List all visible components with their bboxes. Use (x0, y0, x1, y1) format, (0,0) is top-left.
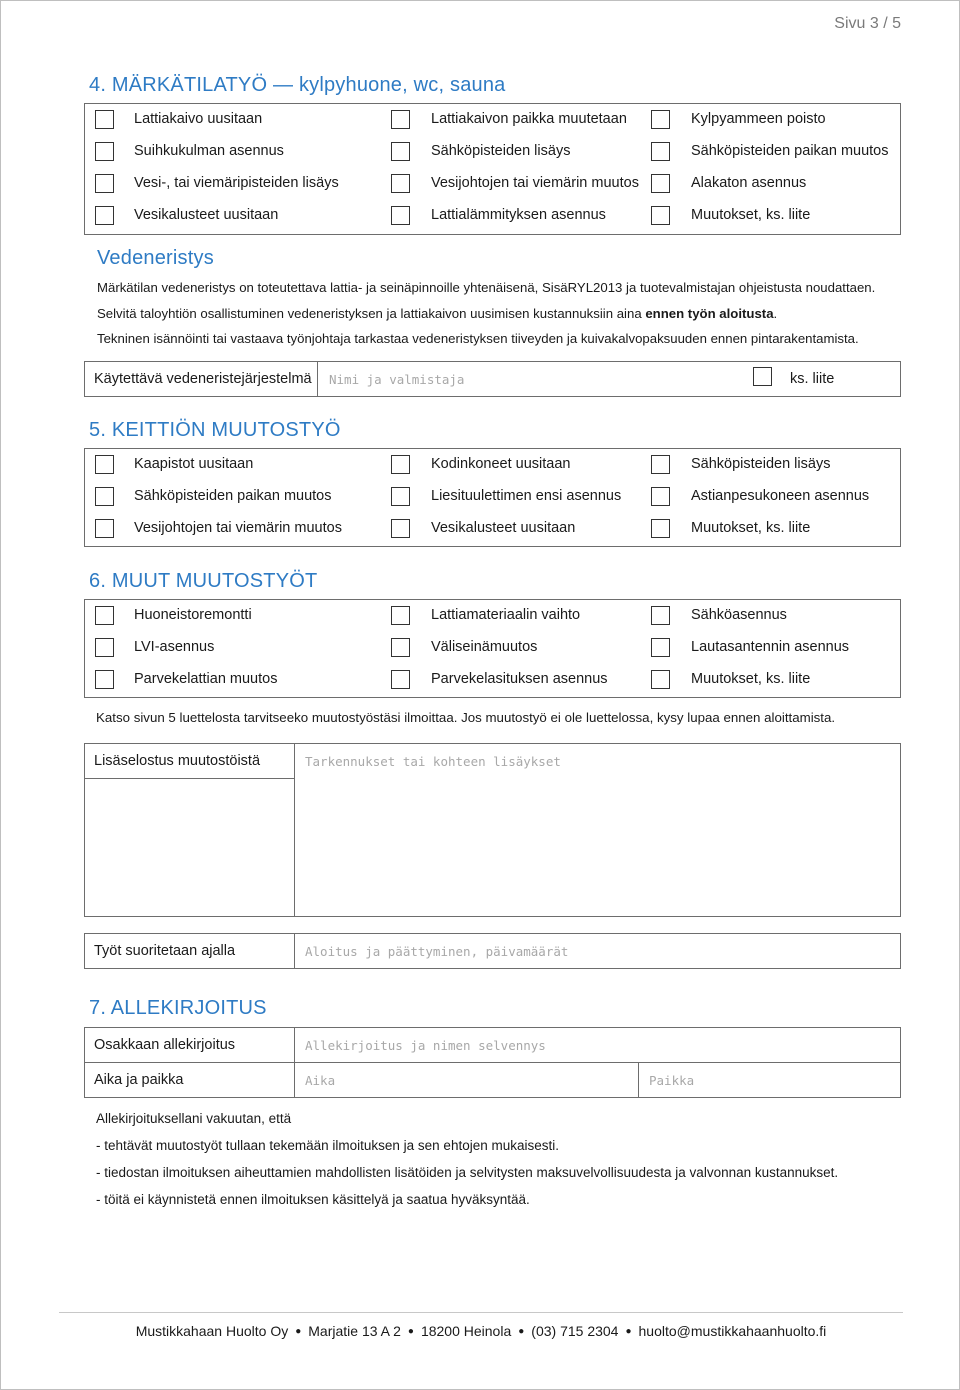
signature-fields (84, 1027, 901, 1098)
bullet-icon: ● (625, 1326, 632, 1337)
bullet-icon: ● (518, 1326, 525, 1337)
footer-email[interactable]: huolto@mustikkahaanhuolto.fi (638, 1323, 827, 1339)
checkbox[interactable] (651, 487, 670, 506)
section-4-checkbox-grid (84, 103, 901, 235)
checkbox[interactable] (391, 638, 410, 657)
field-label: Lisäselostus muutostöistä (94, 753, 261, 769)
checkbox[interactable] (651, 455, 670, 474)
checkbox-label: Sähköpisteiden paikan muutos (691, 143, 889, 159)
footer (1, 1323, 960, 1339)
checkbox-label: Väliseinämuutos (431, 639, 538, 655)
checkbox[interactable] (391, 142, 410, 161)
divider (294, 744, 295, 916)
checkbox[interactable] (391, 606, 410, 625)
field-label: Aika ja paikka (94, 1072, 184, 1088)
footer-company: Mustikkahaan Huolto Oy (135, 1323, 289, 1339)
schedule-field (84, 933, 901, 969)
footer-address: Marjatie 13 A 2 (308, 1323, 401, 1339)
field-label: Käytettävä vedeneristejärjestelmä (94, 371, 312, 387)
checkbox-label: Sähköasennus (691, 607, 787, 623)
affirmation-item: - tiedostan ilmoituksen aiheuttamien mahdollisten lisätöiden ja selvitysten maksuvelvollisuudesta ja valvonnan kustannukset. (96, 1165, 839, 1180)
checkbox-row (85, 515, 900, 547)
checkbox[interactable] (95, 206, 114, 225)
checkbox[interactable] (95, 638, 114, 657)
checkbox-label: Lautasantennin asennus (691, 639, 850, 655)
checkbox-label: Alakaton asennus (691, 175, 807, 191)
checkbox-row (85, 483, 900, 515)
affirmation-title: Allekirjoituksellani vakuutan, että (96, 1111, 292, 1126)
checkbox[interactable] (95, 487, 114, 506)
checkbox[interactable] (95, 670, 114, 689)
checkbox[interactable] (95, 455, 114, 474)
section-6-title: 6. MUUT MUUTOSTYÖT (89, 570, 318, 592)
checkbox-label: Sähköpisteiden lisäys (691, 456, 831, 472)
place-input[interactable]: Paikka (649, 1073, 695, 1088)
checkbox-label: Vesikalusteet uusitaan (134, 207, 279, 223)
checkbox[interactable] (651, 142, 670, 161)
checkbox-row (85, 634, 900, 666)
checkbox-row (85, 602, 900, 634)
checkbox[interactable] (391, 670, 410, 689)
attachment-checkbox[interactable] (753, 367, 772, 386)
divider (638, 1062, 639, 1097)
checkbox[interactable] (651, 606, 670, 625)
checkbox-label: Lattialämmityksen asennus (431, 207, 606, 223)
section-4-title: 4. MÄRKÄTILATYÖ — kylpyhuone, wc, sauna (89, 74, 506, 96)
attachment-label: ks. liite (790, 371, 835, 387)
checkbox-label: Sähköpisteiden lisäys (431, 143, 571, 159)
checkbox[interactable] (651, 206, 670, 225)
checkbox-row (85, 666, 900, 698)
vedeneristys-title: Vedeneristys (97, 247, 214, 269)
section-6-note: Katso sivun 5 luettelosta tarvitseeko muutostyöstäsi ilmoittaa. Jos muutostyö ei ole luettelossa, kysy lupaa ennen aloittamista. (96, 710, 836, 725)
schedule-input[interactable]: Aloitus ja päättyminen, päivamäärät (305, 944, 569, 959)
checkbox-row (85, 451, 900, 483)
checkbox[interactable] (95, 174, 114, 193)
checkbox[interactable] (651, 110, 670, 129)
footer-divider (59, 1312, 903, 1313)
checkbox-label: Sähköpisteiden paikan muutos (134, 488, 332, 504)
checkbox[interactable] (391, 174, 410, 193)
checkbox[interactable] (391, 110, 410, 129)
checkbox[interactable] (651, 174, 670, 193)
affirmation-item: - tehtävät muutostyöt tullaan tekemään ilmoituksen ja sen ehtojen mukaisesti. (96, 1138, 559, 1153)
bullet-icon: ● (295, 1326, 302, 1337)
checkbox-label: Vesijohtojen tai viemärin muutos (134, 520, 342, 536)
checkbox-label: Vesijohtojen tai viemärin muutos (431, 175, 639, 191)
checkbox[interactable] (95, 110, 114, 129)
divider (85, 1062, 900, 1063)
vedeneristys-text (97, 275, 881, 352)
field-label: Työt suoritetaan ajalla (94, 943, 236, 959)
checkbox-label: Kaapistot uusitaan (134, 456, 254, 472)
checkbox-row (85, 202, 900, 234)
checkbox-label: Astianpesukoneen asennus (691, 488, 870, 504)
checkbox-label: Muutokset, ks. liite (691, 520, 811, 536)
section-5-title: 5. KEITTIÖN MUUTOSTYÖ (89, 419, 341, 441)
divider (294, 934, 295, 968)
section-5-checkbox-grid (84, 448, 901, 547)
checkbox-label: Kylpyammeen poisto (691, 111, 826, 127)
checkbox-row (85, 106, 900, 138)
checkbox[interactable] (391, 519, 410, 538)
vedeneristys-paragraph-3: Tekninen isännöinti tai vastaava työnjohtaja tarkastaa vedeneristyksen tiiveyden ja kuivakalvopaksuuden ennen pintarakentamista. (97, 331, 859, 346)
checkbox-label: Parvekelattian muutos (134, 671, 278, 687)
vedeneristys-paragraph-2: Selvitä taloyhtiön osallistuminen vedeneristyksen ja lattiakaivon uusimisen kustannuksiin aina ennen työn aloitusta. (97, 305, 778, 321)
checkbox-label: Huoneistoremontti (134, 607, 252, 623)
checkbox-label: Parvekelasituksen asennus (431, 671, 608, 687)
label-underline (85, 778, 295, 779)
divider (317, 362, 318, 396)
signature-input[interactable]: Allekirjoitus ja nimen selvennys (305, 1038, 546, 1053)
checkbox[interactable] (651, 519, 670, 538)
checkbox-label: Suihkukulman asennus (134, 143, 284, 159)
checkbox[interactable] (95, 519, 114, 538)
checkbox[interactable] (391, 487, 410, 506)
checkbox-label: Lattiakaivon paikka muutetaan (431, 111, 627, 127)
checkbox[interactable] (95, 142, 114, 161)
divider (294, 1028, 295, 1097)
details-input[interactable]: Tarkennukset tai kohteen lisäykset (305, 754, 561, 769)
checkbox-label: Vesikalusteet uusitaan (431, 520, 576, 536)
checkbox-row (85, 170, 900, 202)
checkbox[interactable] (651, 638, 670, 657)
emphasis-text: ennen työn aloitusta (645, 305, 774, 321)
section-7-title: 7. ALLEKIRJOITUS (89, 997, 267, 1019)
checkbox-label: LVI-asennus (134, 639, 215, 655)
checkbox[interactable] (95, 606, 114, 625)
footer-city: 18200 Heinola (420, 1323, 512, 1339)
bullet-icon: ● (407, 1326, 414, 1337)
checkbox-label: Vesi-, tai viemäripisteiden lisäys (134, 175, 339, 191)
system-name-input[interactable]: Nimi ja valmistaja (329, 372, 465, 387)
page-number: Sivu 3 / 5 (834, 15, 901, 32)
checkbox-row (85, 138, 900, 170)
footer-phone: (03) 715 2304 (531, 1323, 619, 1339)
checkbox[interactable] (651, 670, 670, 689)
checkbox-label: Kodinkoneet uusitaan (431, 456, 571, 472)
checkbox-label: Muutokset, ks. liite (691, 671, 811, 687)
checkbox[interactable] (391, 455, 410, 474)
checkbox-label: Muutokset, ks. liite (691, 207, 811, 223)
waterproofing-system-field (84, 361, 901, 397)
details-field (84, 743, 901, 917)
affirmation-item: - töitä ei käynnistetä ennen ilmoituksen käsittelyä ja saatua hyväksyntää. (96, 1192, 530, 1207)
checkbox-label: Lattiakaivo uusitaan (134, 111, 263, 127)
section-6-checkbox-grid (84, 599, 901, 698)
field-label: Osakkaan allekirjoitus (94, 1037, 236, 1053)
checkbox-label: Liesituulettimen ensi asennus (431, 488, 622, 504)
vedeneristys-paragraph-1: Märkätilan vedeneristys on toteutettava lattia- ja seinäpinnoille yhtenäisenä, SisäRYL2013 ja tuotevalmistajan ohjeistusta noudattaen. (97, 280, 876, 295)
checkbox-label: Lattiamateriaalin vaihto (431, 607, 581, 623)
time-input[interactable]: Aika (305, 1073, 336, 1088)
checkbox[interactable] (391, 206, 410, 225)
